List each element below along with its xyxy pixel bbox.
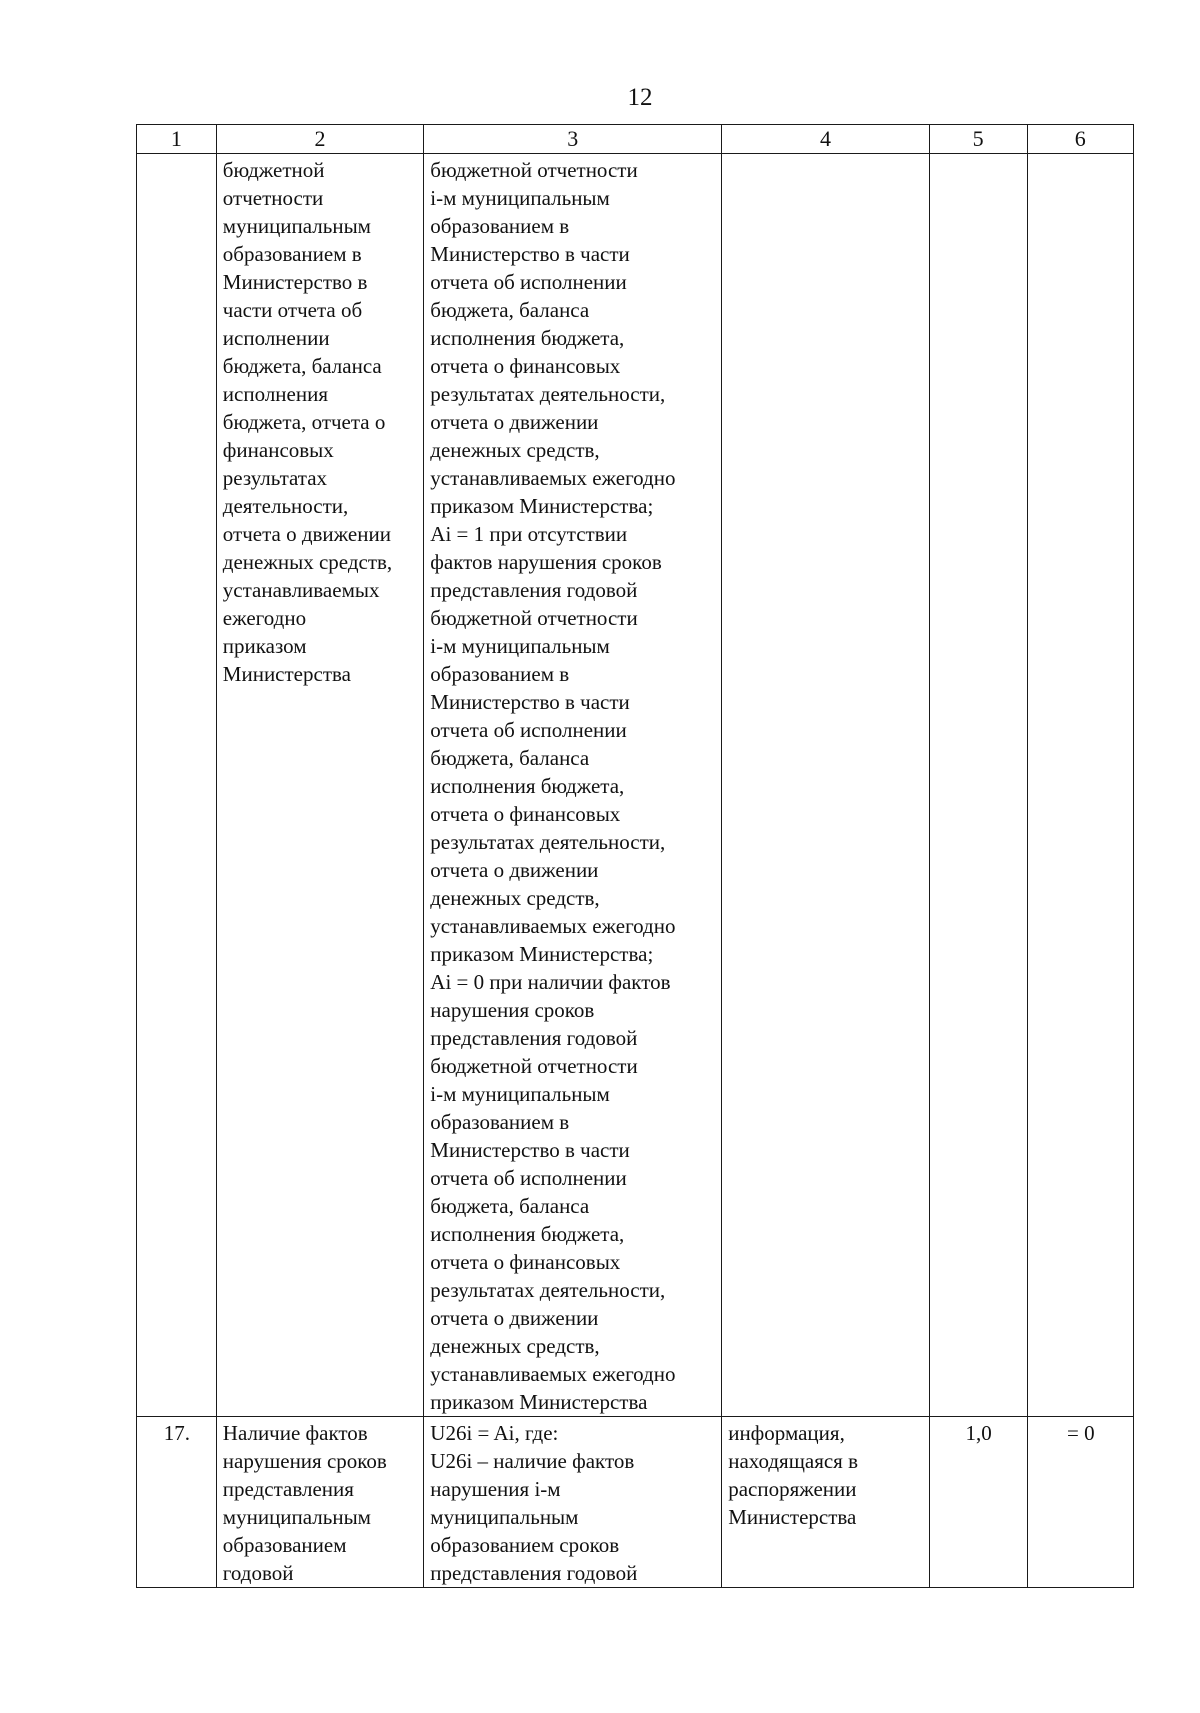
text-line: образованием в [430,214,570,238]
text-line: устанавливаемых [222,578,380,602]
text-line: приказом [222,634,307,658]
text-line: бюджета, баланса [222,354,382,378]
value-cell: = 0 [1027,1417,1133,1588]
text-line: Ai = 1 при отсутствии [430,522,628,546]
text-line: исполнения бюджета, [430,774,625,798]
cell-lines [430,1419,716,1587]
text-line: приказом Министерства; [430,942,654,966]
table-row-continued [137,154,1134,1417]
text-line: годовой [222,1561,294,1585]
text-line: денежных средств, [430,1334,600,1358]
text-line: представления [222,1477,354,1501]
text-line: Ai = 0 при наличии фактов [430,970,671,994]
text-line: Министерство в части [430,690,630,714]
text-line: i-м муниципальным [430,186,610,210]
text-line: отчета о движении [430,410,599,434]
header-cell: 6 [1027,125,1133,154]
text-line: устанавливаемых ежегодно [430,1362,676,1386]
text-line: Министерство в части [430,242,630,266]
text-line: денежных средств, [222,550,393,574]
text-line: муниципальным [430,1505,579,1529]
text-line: отчета о финансовых [430,802,621,826]
value-cell [1027,154,1133,1417]
row-number-cell: 17. [137,1417,217,1588]
page-number: 12 [627,84,653,111]
text-line: устанавливаемых ежегодно [430,466,676,490]
text-line: находящаяся в [728,1449,858,1473]
text-line: исполнении [222,326,330,350]
text-line: деятельности, [222,494,349,518]
source-cell [722,154,929,1417]
text-line: результатах деятельности, [430,830,666,854]
text-line: бюджетной отчетности [430,158,638,182]
text-line: отчета об исполнении [430,270,627,294]
text-line: результатах деятельности, [430,382,666,406]
text-line: Министерства [728,1505,857,1529]
weight-cell: 1,0 [929,1417,1027,1588]
text-line: денежных средств, [430,886,600,910]
table-row-17 [137,1417,1134,1588]
text-line: отчета о движении [430,858,599,882]
source-cell [722,1417,929,1588]
text-line: i-м муниципальным [430,634,610,658]
text-line: нарушения сроков [222,1449,387,1473]
text-line: бюджета, баланса [430,1194,590,1218]
text-line: образованием в [430,1110,570,1134]
header-cell: 2 [216,125,423,154]
header-cell: 1 [137,125,217,154]
text-line: U26i = Ai, где: [430,1421,559,1445]
text-line: бюджетной отчетности [430,606,638,630]
cell-lines [223,156,418,688]
text-line: бюджетной [222,158,325,182]
text-line: отчета о движении [222,522,391,546]
text-line: образованием [222,1533,347,1557]
text-line: образованием в [430,662,570,686]
text-line: отчета о финансовых [430,1250,621,1274]
text-line: нарушения сроков [430,998,595,1022]
text-line: Министерства [222,662,351,686]
text-line: Наличие фактов [222,1421,368,1445]
text-line: приказом Министерства; [430,494,654,518]
indicator-name-cell [216,1417,423,1588]
text-line: финансовых [222,438,334,462]
text-line: представления годовой [430,578,638,602]
text-line: отчета о финансовых [430,354,621,378]
text-line: представления годовой [430,1561,638,1585]
text-line: распоряжении [728,1477,857,1501]
text-line: отчета об исполнении [430,1166,627,1190]
criteria-table [136,124,1134,1588]
header-row [137,125,1134,154]
formula-cell [424,154,722,1417]
text-line: исполнения бюджета, [430,326,625,350]
text-line: бюджета, отчета о [222,410,386,434]
cell-lines [728,1419,923,1531]
text-line: результатах [222,466,328,490]
cell-lines [223,1419,418,1587]
text-line: нарушения i-м [430,1477,561,1501]
formula-cell [424,1417,722,1588]
row-number-cell [137,154,217,1417]
text-line: бюджета, баланса [430,746,590,770]
text-line: i-м муниципальным [430,1082,610,1106]
indicator-name-cell [216,154,423,1417]
cell-lines [430,156,716,1416]
text-line: бюджетной отчетности [430,1054,638,1078]
text-line: U26i – наличие фактов [430,1449,635,1473]
text-line: исполнения [222,382,328,406]
text-line: муниципальным [222,214,371,238]
text-line: приказом Министерства [430,1390,648,1414]
weight-cell [929,154,1027,1417]
text-line: исполнения бюджета, [430,1222,625,1246]
text-line: устанавливаемых ежегодно [430,914,676,938]
header-cell: 5 [929,125,1027,154]
text-line: представления годовой [430,1026,638,1050]
header-cell: 4 [722,125,929,154]
text-line: Министерство в части [430,1138,630,1162]
text-line: отчета об исполнении [430,718,627,742]
text-line: части отчета об [222,298,363,322]
text-line: Министерство в [222,270,368,294]
text-line: муниципальным [222,1505,371,1529]
text-line: информация, [728,1421,845,1445]
text-line: отчетности [222,186,324,210]
text-line: денежных средств, [430,438,600,462]
text-line: образованием сроков [430,1533,620,1557]
header-cell: 3 [424,125,722,154]
text-line: результатах деятельности, [430,1278,666,1302]
text-line: отчета о движении [430,1306,599,1330]
text-line: образованием в [222,242,362,266]
text-line: ежегодно [222,606,307,630]
text-line: бюджета, баланса [430,298,590,322]
text-line: фактов нарушения сроков [430,550,662,574]
